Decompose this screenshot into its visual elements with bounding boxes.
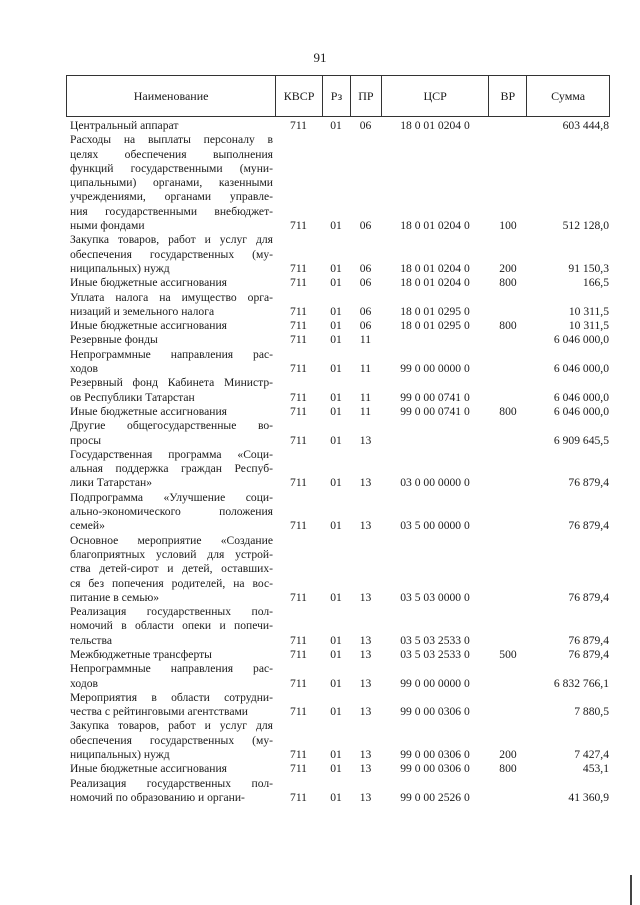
name-line: Иные бюджетные ассигнования — [70, 276, 227, 290]
cell-rz: 01 — [330, 590, 342, 604]
cell-name — [66, 605, 275, 648]
cell-sum: 6 909 645,5 — [553, 433, 609, 447]
cell-rz: 01 — [330, 319, 342, 333]
cell-name — [66, 119, 275, 133]
cell-kvsr: 711 — [290, 676, 307, 690]
cell-kvsr: 711 — [290, 748, 307, 762]
table-row — [66, 491, 610, 534]
cell-sum: 76 879,4 — [568, 590, 609, 604]
name-line: ниципальных) нужд — [70, 748, 170, 762]
cell-vr: 200 — [499, 748, 517, 762]
name-line: Резервные фонды — [70, 333, 158, 347]
cell-csr: 99 0 00 0306 0 — [400, 748, 470, 762]
cell-name — [66, 348, 275, 377]
cell-kvsr: 711 — [290, 119, 307, 132]
cell-vr: 800 — [499, 319, 517, 333]
name-line: просы — [70, 433, 102, 447]
cell-rz: 01 — [330, 676, 342, 690]
cell-name — [66, 691, 275, 720]
name-line: ными фондами — [70, 219, 145, 233]
name-line: питание в семью» — [70, 590, 160, 604]
name-line: Государственная программа «Соци- — [70, 447, 273, 461]
cell-rz: 01 — [330, 790, 342, 804]
name-line: целях обеспечения выполнения — [70, 147, 273, 161]
cell-rz: 01 — [330, 647, 342, 661]
cell-name — [66, 491, 275, 534]
table-row — [66, 291, 610, 320]
cell-kvsr: 711 — [290, 276, 307, 290]
table-row — [66, 348, 610, 377]
cell-kvsr: 711 — [290, 404, 307, 418]
cell-rz: 01 — [330, 261, 342, 275]
name-line: функций государственными (муни- — [70, 161, 273, 175]
name-line: Подпрограмма «Улучшение соци- — [70, 490, 273, 504]
name-line: семей» — [70, 519, 105, 533]
cell-sum: 76 879,4 — [568, 519, 609, 533]
name-line: Межбюджетные трансферты — [70, 647, 212, 661]
cell-sum: 6 832 766,1 — [553, 676, 609, 690]
name-line: Непрограммные направления рас- — [70, 662, 273, 676]
cell-pr: 11 — [359, 404, 372, 418]
cell-kvsr: 711 — [290, 647, 307, 661]
cell-kvsr: 711 — [290, 790, 307, 804]
header-name: Наименование — [133, 88, 209, 103]
cell-kvsr: 711 — [290, 219, 307, 233]
cell-pr: 13 — [359, 476, 372, 490]
cell-vr: 100 — [499, 219, 517, 233]
name-line: Иные бюджетные ассигнования — [70, 762, 227, 776]
name-line: ально-экономического положения — [70, 505, 273, 519]
cell-sum: 6 046 000,0 — [553, 390, 609, 404]
cell-rz: 01 — [330, 762, 342, 776]
cell-csr: 18 0 01 0204 0 — [400, 261, 470, 275]
name-line: ходов — [70, 362, 98, 376]
cell-name — [66, 777, 275, 806]
table-row — [66, 448, 610, 491]
table-row — [66, 133, 610, 233]
cell-pr: 13 — [359, 762, 372, 776]
cell-rz: 01 — [330, 119, 342, 132]
table-row — [66, 376, 610, 405]
cell-sum: 603 444,8 — [562, 119, 609, 132]
cell-name — [66, 762, 275, 776]
cell-name — [66, 648, 275, 662]
cell-pr: 06 — [359, 219, 372, 233]
cell-pr: 13 — [359, 705, 372, 719]
cell-pr: 11 — [359, 333, 372, 347]
cell-rz: 01 — [330, 705, 342, 719]
cell-rz: 01 — [330, 276, 342, 290]
cell-pr: 06 — [359, 119, 372, 132]
cell-rz: 01 — [330, 433, 342, 447]
name-line: ов Республики Татарстан — [70, 390, 195, 404]
cell-name — [66, 276, 275, 290]
table-row — [66, 648, 610, 662]
cell-rz: 01 — [330, 219, 342, 233]
cell-pr: 13 — [359, 647, 372, 661]
cell-name — [66, 333, 275, 347]
cell-pr: 06 — [359, 304, 372, 318]
cell-sum: 76 879,4 — [568, 633, 609, 647]
cell-sum: 6 046 000,0 — [553, 404, 609, 418]
cell-sum: 166,5 — [582, 276, 609, 290]
cell-name — [66, 662, 275, 691]
cell-sum: 453,1 — [582, 762, 609, 776]
cell-kvsr: 711 — [290, 261, 307, 275]
cell-pr: 11 — [359, 362, 372, 376]
table-row — [66, 233, 610, 276]
cell-rz: 01 — [330, 519, 342, 533]
name-line: ниципальных) нужд — [70, 261, 170, 275]
cell-kvsr: 711 — [290, 519, 307, 533]
header-csr: ЦСР — [381, 76, 489, 116]
cell-rz: 01 — [330, 333, 342, 347]
cell-sum: 6 046 000,0 — [553, 362, 609, 376]
cell-pr: 13 — [359, 519, 372, 533]
cell-kvsr: 711 — [290, 476, 307, 490]
table-row — [66, 662, 610, 691]
cell-csr: 03 5 03 0000 0 — [400, 590, 470, 604]
cell-sum: 76 879,4 — [568, 476, 609, 490]
cell-kvsr: 711 — [290, 433, 307, 447]
cell-csr: 18 0 01 0204 0 — [400, 119, 470, 132]
name-line: Иные бюджетные ассигнования — [70, 404, 227, 418]
header-sum: Сумма — [526, 76, 609, 116]
table-row — [66, 276, 610, 290]
name-line: Мероприятия в области сотрудни- — [70, 690, 273, 704]
name-line: Непрограммные направления рас- — [70, 347, 273, 361]
cell-pr: 13 — [359, 433, 372, 447]
name-line: Закупка товаров, работ и услуг для — [70, 233, 273, 247]
cell-sum: 91 150,3 — [568, 261, 609, 275]
cell-csr: 18 0 01 0295 0 — [400, 304, 470, 318]
cell-pr: 11 — [359, 390, 372, 404]
cell-sum: 41 360,9 — [568, 790, 609, 804]
name-line: чества с рейтинговыми агентствами — [70, 705, 249, 719]
cell-sum: 76 879,4 — [568, 647, 609, 661]
cell-name — [66, 233, 275, 276]
cell-sum: 6 046 000,0 — [553, 333, 609, 347]
cell-csr: 18 0 01 0204 0 — [400, 219, 470, 233]
header-kvsr: КВСР — [275, 76, 322, 116]
cell-rz: 01 — [330, 362, 342, 376]
cell-vr: 800 — [499, 404, 517, 418]
cell-csr: 03 0 00 0000 0 — [400, 476, 470, 490]
cell-rz: 01 — [330, 404, 342, 418]
name-line: Расходы на выплаты персоналу в — [70, 133, 273, 147]
name-line: Закупка товаров, работ и услуг для — [70, 719, 273, 733]
name-line: Иные бюджетные ассигнования — [70, 319, 227, 333]
cell-sum: 10 311,5 — [568, 304, 609, 318]
name-line: тельства — [70, 633, 112, 647]
table-row — [66, 119, 610, 133]
table-row — [66, 691, 610, 720]
name-line: ся без попечения родителей, на вос- — [70, 576, 273, 590]
cell-vr: 800 — [499, 762, 517, 776]
cell-pr: 13 — [359, 748, 372, 762]
name-line: Другие общегосударственные во- — [70, 419, 273, 433]
table-header — [66, 75, 610, 117]
cell-csr: 03 5 03 2533 0 — [400, 633, 470, 647]
table-row — [66, 534, 610, 605]
cell-pr: 06 — [359, 276, 372, 290]
cell-kvsr: 711 — [290, 705, 307, 719]
cell-csr: 99 0 00 0000 0 — [400, 676, 470, 690]
name-line: низаций и земельного налога — [70, 304, 215, 318]
cell-csr: 18 0 01 0295 0 — [400, 319, 470, 333]
cell-sum: 7 427,4 — [574, 748, 609, 762]
cell-rz: 01 — [330, 633, 342, 647]
cell-name — [66, 719, 275, 762]
name-line: обеспечения государственных (му- — [70, 733, 273, 747]
cell-pr: 13 — [359, 790, 372, 804]
name-line: Уплата налога на имущество орга- — [70, 290, 273, 304]
table-row — [66, 762, 610, 776]
cell-sum: 7 880,5 — [574, 705, 609, 719]
table-row — [66, 319, 610, 333]
name-line: Реализация государственных пол- — [70, 605, 273, 619]
cell-csr: 99 0 00 0306 0 — [400, 705, 470, 719]
name-line: Резервный фонд Кабинета Министр- — [70, 376, 273, 390]
table-row — [66, 405, 610, 419]
cell-rz: 01 — [330, 390, 342, 404]
cell-csr: 99 0 00 0000 0 — [400, 362, 470, 376]
header-vr: ВР — [488, 76, 526, 116]
table-body — [66, 119, 610, 805]
cell-kvsr: 711 — [290, 333, 307, 347]
name-line: ния государственными внебюджет- — [70, 204, 273, 218]
cell-csr: 03 5 03 2533 0 — [400, 647, 470, 661]
table-row — [66, 333, 610, 347]
cell-kvsr: 711 — [290, 390, 307, 404]
cell-csr: 99 0 00 0741 0 — [400, 404, 470, 418]
header-rz: Рз — [322, 76, 350, 116]
name-line: ципальными) органами, казенными — [70, 176, 273, 190]
cell-csr: 99 0 00 0741 0 — [400, 390, 470, 404]
page-number: 91 — [313, 50, 327, 65]
name-line: Центральный аппарат — [70, 119, 179, 132]
cell-csr: 03 5 00 0000 0 — [400, 519, 470, 533]
name-line: номочий по образованию и органи- — [70, 790, 245, 804]
name-line: учреждениями, органами управле- — [70, 190, 273, 204]
name-line: благоприятных условий для устрой- — [70, 547, 273, 561]
name-line: обеспечения государственных (му- — [70, 247, 273, 261]
cell-rz: 01 — [330, 748, 342, 762]
cell-kvsr: 711 — [290, 362, 307, 376]
name-line: Реализация государственных пол- — [70, 776, 273, 790]
cell-sum: 512 128,0 — [562, 219, 609, 233]
scan-edge-mark — [630, 875, 632, 905]
cell-vr: 800 — [499, 276, 517, 290]
header-pr: ПР — [350, 76, 381, 116]
cell-rz: 01 — [330, 304, 342, 318]
cell-vr: 500 — [499, 647, 517, 661]
cell-name — [66, 405, 275, 419]
cell-csr: 99 0 00 2526 0 — [400, 790, 470, 804]
cell-name — [66, 448, 275, 491]
cell-kvsr: 711 — [290, 590, 307, 604]
table-row — [66, 777, 610, 806]
cell-name — [66, 534, 275, 605]
cell-vr: 200 — [499, 261, 517, 275]
cell-pr: 13 — [359, 676, 372, 690]
table-row — [66, 719, 610, 762]
cell-csr: 18 0 01 0204 0 — [400, 276, 470, 290]
cell-pr: 06 — [359, 319, 372, 333]
name-line: альная поддержка граждан Респуб- — [70, 462, 273, 476]
cell-sum: 10 311,5 — [568, 319, 609, 333]
cell-kvsr: 711 — [290, 319, 307, 333]
name-line: лики Татарстан» — [70, 476, 153, 490]
cell-name — [66, 376, 275, 405]
cell-kvsr: 711 — [290, 633, 307, 647]
cell-pr: 06 — [359, 261, 372, 275]
name-line: ства детей-сирот и детей, оставших- — [70, 562, 273, 576]
cell-name — [66, 319, 275, 333]
cell-name — [66, 133, 275, 233]
cell-name — [66, 419, 275, 448]
name-line: ходов — [70, 676, 98, 690]
cell-pr: 13 — [359, 633, 372, 647]
cell-kvsr: 711 — [290, 304, 307, 318]
cell-kvsr: 711 — [290, 762, 307, 776]
cell-name — [66, 291, 275, 320]
budget-table — [66, 75, 610, 805]
cell-pr: 13 — [359, 590, 372, 604]
name-line: номочий в области опеки и попечи- — [70, 619, 273, 633]
cell-rz: 01 — [330, 476, 342, 490]
name-line: Основное мероприятие «Создание — [70, 533, 273, 547]
cell-csr: 99 0 00 0306 0 — [400, 762, 470, 776]
table-row — [66, 419, 610, 448]
table-row — [66, 605, 610, 648]
